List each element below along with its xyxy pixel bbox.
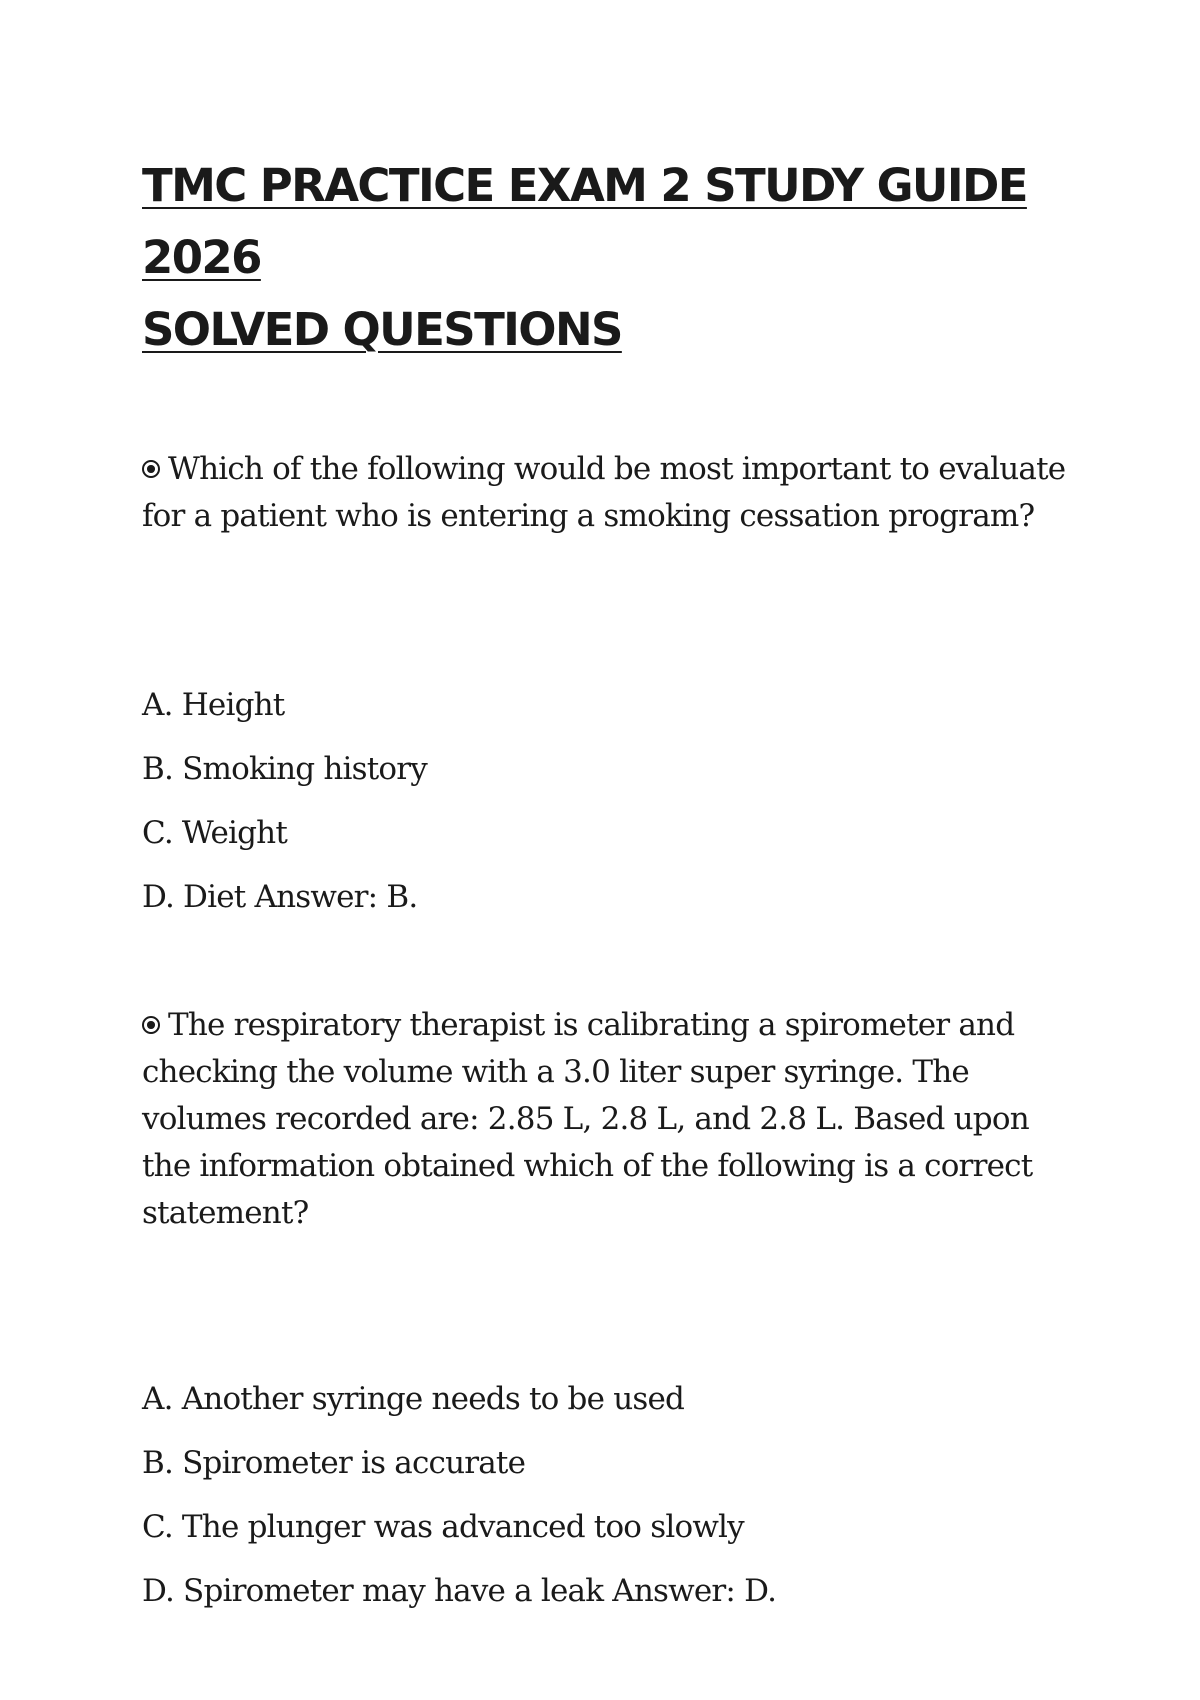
document-page: [142, 150, 1072, 1623]
question-1-text: Which of the following would be most important to evaluate for a patient who is entering a smoking cessation program?: [142, 451, 1066, 534]
option-a: A. Another syringe needs to be used: [142, 1381, 685, 1417]
option-b: B. Spirometer is accurate: [142, 1445, 526, 1481]
radio-bullet-icon: [142, 460, 160, 478]
option-c: C. The plunger was advanced too slowly: [142, 1509, 744, 1545]
option-d-with-answer: D. Diet Answer: B.: [142, 879, 418, 915]
question-2-options: [142, 1367, 1072, 1623]
question-1: [142, 446, 1072, 540]
option-c: C. Weight: [142, 815, 287, 851]
page-title-line-1: TMC PRACTICE EXAM 2 STUDY GUIDE 2026: [142, 159, 1027, 284]
option-d-with-answer: D. Spirometer may have a leak Answer: D.: [142, 1573, 777, 1609]
page-title-line-2: SOLVED QUESTIONS: [142, 303, 622, 356]
question-1-options: [142, 673, 1072, 929]
option-b: B. Smoking history: [142, 751, 427, 787]
page-title: [142, 150, 1072, 366]
question-2-text: The respiratory therapist is calibrating a spirometer and checking the volume with a 3.0 liter super syringe. The volumes recorded are: 2.85 L, 2.8 L, and 2.8 L. Based upon the information obtained which of the following is a correct statement?: [142, 1007, 1033, 1231]
question-2: [142, 1002, 1072, 1237]
radio-bullet-icon: [142, 1016, 160, 1034]
option-a: A. Height: [142, 687, 285, 723]
